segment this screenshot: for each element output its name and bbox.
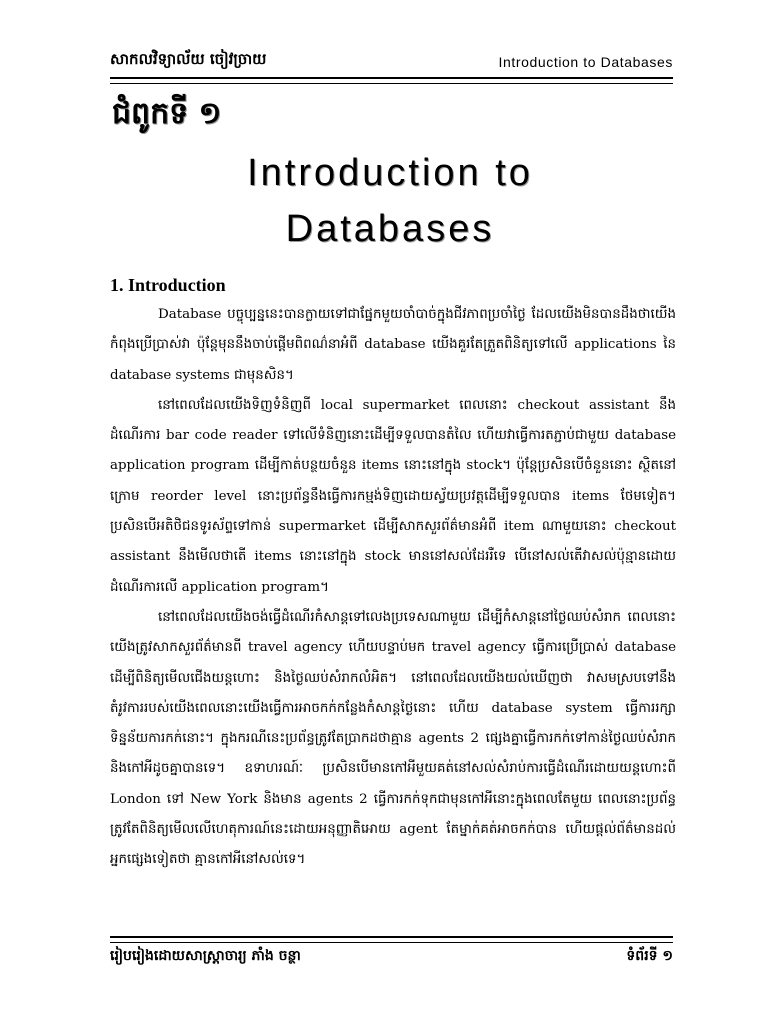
chapter-title-line2: Databases xyxy=(285,208,495,250)
paragraph: នៅពេលដែលយើងទិញទំនិញពី local supermarket ពេលនោះ checkout assistant នឹងដំណើរការ bar code reader ទៅលើទំនិញនោះដើម្បីទទួលបានតំលៃ ហើយវាធ្វើការតភ្ជាប់ជាមួយ database application program ដើម្បីកាត់បន្ថយចំនួន items នោះនៅក្នុង stock។ ប៉ុន្តែប្រសិនបើចំនួននោះ ស្ថិតនៅក្រោម reorder level នោះប្រព័ន្ធនឹងធ្វើការកម្មង់ទិញដោយស្វ័យប្រវត្តដើម្បីទទួលបាន items ថែមទៀត។ ប្រសិនបើអតិថិជនទូរស័ព្ទទៅកាន់ supermarket ដើម្បីសាកសួរព័ត៌មានអំពី item ណាមួយនោះ checkout assistant នឹងមើលថាតើ items នោះនៅក្នុង stock មាននៅសល់ដែររឺទេ បើនៅសល់តើវាសល់ប៉ុន្មានដោយដំណើរការលើ application program។ xyxy=(110,397,676,595)
header-divider xyxy=(110,77,673,84)
chapter-title-line1: Introduction to xyxy=(247,152,533,194)
header-course-title: Introduction to Databases xyxy=(498,54,673,70)
paragraph: នៅពេលដែលយើងចង់ធ្វើដំណើរកំសាន្តទៅលេងប្រទេសណាមួយ ដើម្បីកំសាន្តនៅថ្ងៃឈប់សំរាក ពេលនោះយើងត្រូវសាកសួរព័ត៌មានពី travel agency ហើយបន្ទាប់មក travel agency ធ្វើការប្រើប្រាស់ database ដើម្បីពិនិត្យមើលជើងយន្តហោះ និងថ្ងៃឈប់សំរាកលំអិត។ នៅពេលដែលយើងយល់ឃើញថា វាសមស្របទៅនឹងតំរូវការរបស់យើងពេលនោះយើងធ្វើការអាចកក់កន្លែងកំសាន្តថ្ងៃនោះ ហើយ database system ធ្វើការរក្សាទិន្នន័យការកក់នោះ។ ក្នុងករណីនេះប្រព័ន្ធត្រូវតែប្រាកដថាគ្មាន agents 2 ផ្សេងគ្នាធ្វើការកក់ទៅកាន់ថ្ងៃឈប់សំរាក និងកៅអីដូចគ្នាបានទេ។ ឧទាហរណ៍ៈ ប្រសិនបើមានកៅអីមួយគត់នៅសល់សំរាប់ការធ្វើដំណើរដោយយន្តហោះពី London ទៅ New York និងមាន agents 2 ធ្វើការកក់ទុកជាមុនកៅអីនោះក្នុងពេលតែមួយ ពេលនោះប្រព័ន្ធត្រូវតែពិនិត្យមើលលើហេតុការណ៍នេះដោយអនុញ្ញាតិអោយ agent តែម្នាក់គត់អាចកក់បាន ហើយផ្តល់ព័ត៌មានដល់អ្នកផ្សេងទៀតថា គ្មានកៅអីនៅសល់ទេ។ xyxy=(110,609,676,868)
body-text xyxy=(110,300,676,876)
footer-divider xyxy=(110,936,673,943)
footer-author: រៀបរៀងដោយសាស្ត្រាចារ្យ ភាំង ចន្ថា xyxy=(110,948,301,964)
chapter-number: ជំពូកទី ១ xyxy=(112,96,222,131)
page-number: ទំព័រទី ១ xyxy=(626,948,673,964)
paragraph: Database បច្ចុប្បន្ននេះបានក្លាយទៅជាផ្នែកមួយចាំបាច់ក្នុងជីវភាពប្រចាំថ្ងៃ ដែលយើងមិនបានដឹងថាយើងកំពុងប្រើប្រាស់វា ប៉ុន្តែមុននឹងចាប់ផ្តើមពិពណ៌នាអំពី database យើងគួរតែត្រួតពិនិត្យទៅលើ applications នៃ database systems ជាមុនសិន។ xyxy=(110,307,676,383)
header-university-name: សាកលវិទ្យាល័យ ចៀវច្រាយ xyxy=(110,50,267,68)
section-heading: 1. Introduction xyxy=(110,275,226,295)
